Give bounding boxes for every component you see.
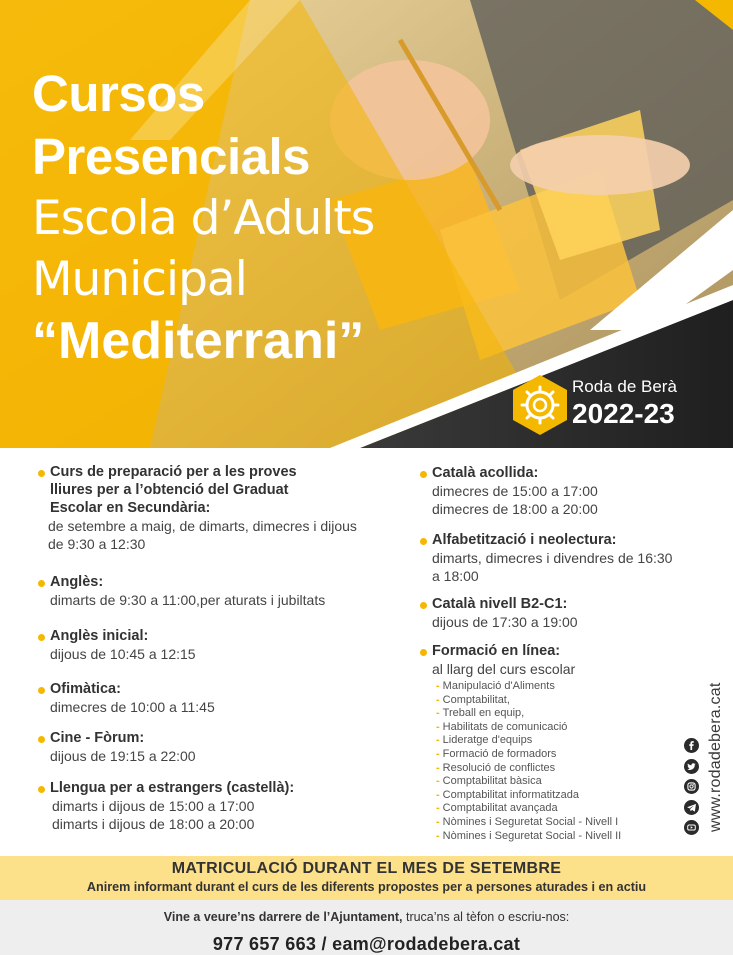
list-item: - Comptabilitat bàsica [436,775,542,788]
contact-phone-email[interactable]: 977 657 663 / eam@rodadebera.cat [212,934,521,954]
list-item: - Habilitats de comunicació [436,720,568,733]
course-title: Cine - Fòrum: [50,730,145,746]
bullet-dot [38,786,45,793]
city-name: Roda de Berà [572,377,677,396]
course-schedule: dimecres de 15:00 a 17:00 [432,483,598,499]
title-line-municipal: Municipal [32,252,247,307]
hero-section [0,0,733,448]
course-schedule: al llarg del curs escolar [432,661,576,677]
bullet-dot [420,649,427,656]
badge-text [572,377,677,431]
facebook-icon[interactable] [684,738,699,753]
course-title: Anglès: [50,574,104,590]
list-item: - Treball en equip, [436,707,525,720]
list-item: - Comptabilitat, [436,693,510,706]
course-ofimatica [36,680,376,716]
courses-right-column [418,464,688,843]
website-link[interactable]: www.rodadebera.cat [707,682,724,832]
list-item: - Lideratge d'equips [436,734,533,747]
course-formacio-linea [418,642,688,843]
contact-instructions [0,900,733,925]
title-line-mediterrani: “Mediterrani” [32,312,365,370]
list-item: - Formació de formadors [436,747,557,760]
course-title: Curs de preparació per a les proves lliures per a l’obtenció del Graduat Escolar en Secundària: [50,464,297,516]
course-title: Català nivell B2-C1: [432,596,568,612]
course-title: Anglès inicial: [50,628,149,644]
title-line-escola: Escola d’Adults [32,191,375,246]
course-schedule-2: dimecres de 18:00 a 20:00 [432,501,598,517]
course-schedule: dijous de 19:15 a 22:00 [50,748,196,764]
course-schedule: dijous de 17:30 a 19:00 [432,614,578,630]
course-schedule: dimarts i dijous de 15:00 a 17:00 [52,798,255,814]
course-title: Alfabetització i neolectura: [432,532,617,548]
course-title: Formació en línea: [432,643,561,659]
youtube-icon[interactable] [684,820,699,835]
social-icons [684,738,700,841]
gear-badge-icon [512,374,568,436]
course-schedule: dijous de 10:45 a 12:15 [50,646,196,662]
course-schedule: dimarts de 9:30 a 11:00,per aturats i jubiltats [50,592,326,608]
contact-section [0,900,733,955]
bullet-dot [38,736,45,743]
title-line-cursos: Cursos [32,65,205,122]
course-alfabetitzacio [418,531,688,585]
course-schedule: de setembre a maig, de dimarts, dimecres i dijous de 9:30 a 12:30 [48,518,357,552]
course-catala-b2c1 [418,595,688,631]
course-title: Ofimàtica: [50,681,121,697]
bullet-dot [420,538,427,545]
bullet-dot [420,602,427,609]
enrollment-subline: Anirem informant durant el curs de les diferents propostes per a persones aturades i en actiu [86,880,647,894]
course-catala-acollida [418,464,688,518]
list-item: - Comptabilitat informatitzada [436,788,580,801]
bullet-dot [38,687,45,694]
course-angles-inicial [36,627,376,663]
course-graduat [36,463,376,553]
course-schedule: dimarts, dimecres i divendres de 16:30 a 18:00 [432,550,673,584]
course-title: Llengua per a estrangers (castellà): [50,780,295,796]
telegram-icon[interactable] [684,800,699,815]
course-llengua-estrangers [36,779,376,833]
list-item: - Nòmines i Seguretat Social - Nivell I [436,815,619,828]
twitter-icon[interactable] [684,759,699,774]
enrollment-headline: MATRICULACIÓ DURANT EL MES DE SETEMBRE [171,860,562,877]
course-cine-forum [36,729,376,765]
instagram-icon[interactable] [684,779,699,794]
contact-bold: Vine a veure’ns darrere de l’Ajuntament, [163,910,403,924]
hero-title [32,62,374,372]
bullet-dot [38,470,45,477]
course-schedule: dimecres de 10:00 a 11:45 [50,699,215,715]
title-line-presencials: Presencials [32,128,311,185]
bullet-dot [420,471,427,478]
course-schedule-2: dimarts i dijous de 18:00 a 20:00 [52,816,255,832]
list-item: - Comptabilitat avançada [436,802,558,815]
course-title: Català acollida: [432,465,539,481]
bullet-dot [38,580,45,587]
list-item: - Manipulació d'Aliments [436,680,555,692]
course-angles [36,573,376,609]
bullet-dot [38,634,45,641]
contact-rest: truca’ns al tèfon o escriu-nos: [402,910,570,924]
school-year: 2022-23 [572,398,675,429]
list-item: - Resolució de conflictes [436,761,556,774]
list-item: - Nòmines i Seguretat Social - Nivell II [436,829,622,842]
enrollment-banner [0,856,733,900]
online-course-list [432,680,688,843]
courses-left-column [36,463,376,833]
